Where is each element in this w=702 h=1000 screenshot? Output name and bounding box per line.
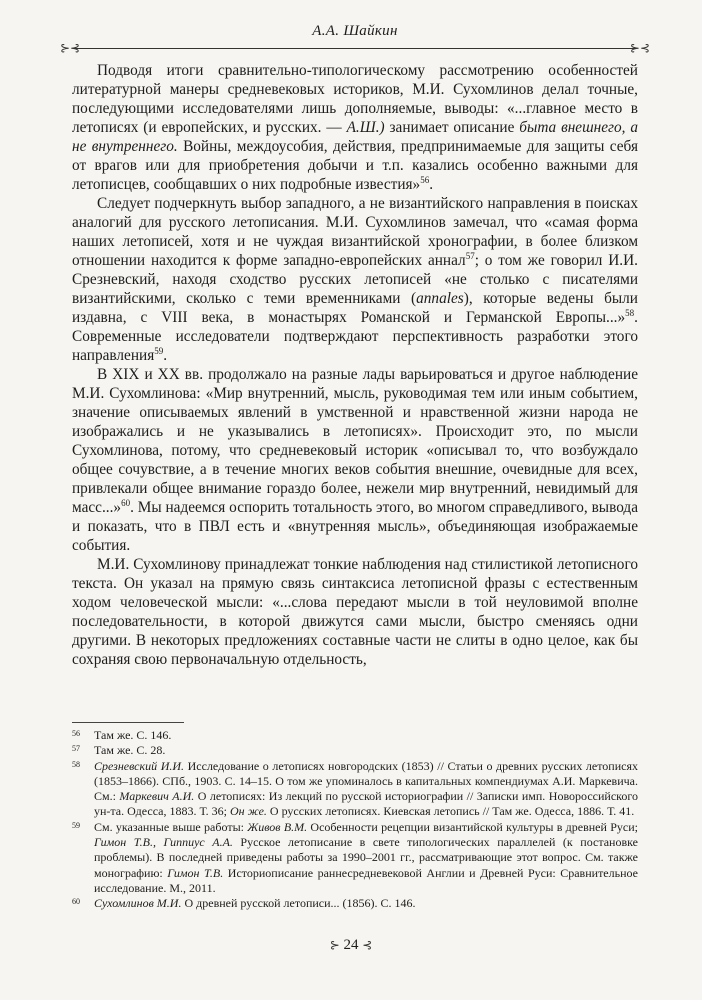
- paragraph-4: [72, 555, 638, 669]
- footnote-text: Исследование о летописях новгородских (1853) // Статьи о древних русских летописях (1853–1866). СПб., 1903. С. 14–15. О том же упоминалось в капитальных компендиумах А.И. Маркевича. См.:: [94, 758, 638, 804]
- footnote-58: [72, 759, 638, 820]
- text-run: занимает описание: [384, 119, 520, 136]
- footnote-author: Гимон Т.В., Гиппиус А.А.: [94, 835, 233, 850]
- text-run-italic: быта внешнего, а не внутреннего.: [72, 119, 638, 155]
- text-run: Следует подчеркнуть выбор западного, а не византийского направления в поисках аналогий для русского летописания. М.И. Сухомлинов замечал, что «самая форма наших летописей, хотя и не чуждая византийской хронографии, в более близком отношении находится к форме западно-европейских аннал: [72, 195, 638, 269]
- header-ornament-right-icon: ⊱⊰: [629, 41, 650, 55]
- footnote-ref-56[interactable]: 56: [420, 174, 430, 185]
- text-run: ), которые ведены были издавна, с VIII века, в монастырях Романской и Германской Европы...»: [72, 290, 638, 326]
- text-run-italic: А.Ш.): [346, 119, 385, 136]
- footnote-ref-59[interactable]: 59: [154, 345, 164, 356]
- page-folio: [0, 937, 702, 954]
- text-run: Подводя итоги сравнительно-типологическому рассмотрению особенностей литературной манеры средневековых историков, М.И. Сухомлинов делал точные, последующими исследователями лишь дополняемые, выводы: «...главное место в летописях (и европейских, и русских. —: [72, 62, 638, 136]
- footnote-text: Особенности рецепции византийской культуры в древней Руси;: [307, 819, 638, 834]
- text-run: .: [163, 347, 168, 364]
- footnote-author: Маркевич А.И.: [119, 789, 195, 804]
- footnote-ref-58[interactable]: 58: [625, 307, 635, 318]
- footnote-ref-60[interactable]: 60: [121, 497, 131, 508]
- footnote-author: Он же.: [229, 804, 267, 819]
- footnote-text: Там же. С. 28.: [94, 743, 166, 758]
- footnote-56: [72, 728, 638, 743]
- footnote-number: 59: [72, 820, 80, 830]
- footnote-ref-57[interactable]: 57: [465, 250, 475, 261]
- header-rule: [74, 48, 636, 49]
- header-ornament-left-icon: ⊱⊰: [60, 41, 81, 55]
- folio-ornament-left-icon: ⊱: [329, 938, 340, 952]
- footnote-text: О русских летописях. Киевская летопись // Там же. Одесса, 1886. Т. 41.: [266, 804, 635, 819]
- footnote-text: О летописях: Из лекций по русской историографии // Записки имп. Новороссийского ун-та. Одесса, 1883. Т. 36;: [94, 789, 638, 819]
- footnote-text: См. указанные выше работы:: [94, 819, 248, 834]
- text-run: В XIX и XX вв. продолжало на разные лады варьироваться и другое наблюдение М.И. Сухомлинова: «Мир внутренний, мысль, руководимая тем или иным событием, значение описываемых явлений в умственной и нравственной жизни народа не изображались и не указывались в летописях». Происходит это, по мысли Сухомлинова, потому, что средневековый историк «описывал то, что возбуждало общее сочувствие, а в течение многих веков события внешние, очевидные для всех, привлекали общее внимание гораздо более, нежели мир внутренний, невидимый для масс...»: [72, 366, 638, 516]
- running-header: [60, 20, 650, 60]
- footnote-author: Сухомлинов М.И.: [94, 896, 182, 911]
- footnote-author: Срезневский И.И.: [94, 758, 185, 773]
- footnote-number: 58: [72, 759, 80, 769]
- footnote-57: [72, 743, 638, 758]
- text-run: . Мы надеемся оспорить тотальность этого, во многом справедливого, вывода и показать, что в ПВЛ есть и «внутренняя мысль», объединяющая изображаемые события.: [72, 499, 638, 554]
- main-text: [72, 61, 638, 669]
- footnote-number: 60: [72, 897, 80, 907]
- footnote-text: Русское летописание в свете типологических параллелей (к постановке проблемы). В последней приведены работы за 1990–2001 гг., рассматривающие этот вопрос. См. также монографию:: [94, 835, 638, 880]
- footnote-author: Гимон Т.В.: [167, 865, 224, 880]
- text-run: .: [429, 176, 434, 193]
- footnotes: [72, 728, 638, 912]
- running-title: А.А. Шайкин: [312, 23, 398, 39]
- footnote-59: [72, 820, 638, 896]
- folio-ornament-right-icon: ⊰: [362, 938, 373, 952]
- footnote-text: Там же. С. 146.: [94, 728, 172, 742]
- text-run: М.И. Сухомлинову принадлежат тонкие наблюдения над стилистикой летописного текста. Он указал на прямую связь синтаксиса летописной фразы с естественным ходом человеческой мысли: «...слова передают мысли в той неуловимой вполне последовательности, в которой движутся сами мысли, быстро сменяясь одни другими. В некоторых предложениях составные части не слиты в одно целое, как бы сохраняя свою первоначальную отдельность,: [72, 556, 638, 668]
- footnote-text: О древней русской летописи... (1856). С. 146.: [181, 896, 416, 911]
- footnote-author: Живов В.М.: [247, 819, 308, 834]
- text-run: ; о том же говорил И.И. Срезневский, находя сходство русских летописей «не столько с писателями византийскими, сколько с теми временниками (: [72, 252, 639, 307]
- page-number: 24: [343, 937, 359, 953]
- text-run: . Современные исследователи подтверждают перспективность разработки этого направления: [72, 309, 638, 364]
- footnote-number: 56: [72, 729, 80, 738]
- footnote-separator: [72, 722, 184, 723]
- text-run-italic: annales: [416, 290, 464, 307]
- paragraph-1: [72, 61, 638, 194]
- paragraph-3: [72, 365, 638, 555]
- text-run: Войны, междоусобия, действия, предпринимаемые для защиты себя от врагов или для приобретения добычи и т.п. казались особенно важными для летописцев, сообщавших о них подробные известия»: [72, 138, 638, 193]
- footnote-60: [72, 896, 638, 911]
- footnote-text: Историописание раннесредневековой Англии и Древней Руси: Сравнительное исследование. М., 2011.: [94, 865, 638, 895]
- paragraph-2: [72, 194, 638, 365]
- footnote-number: 57: [72, 744, 80, 754]
